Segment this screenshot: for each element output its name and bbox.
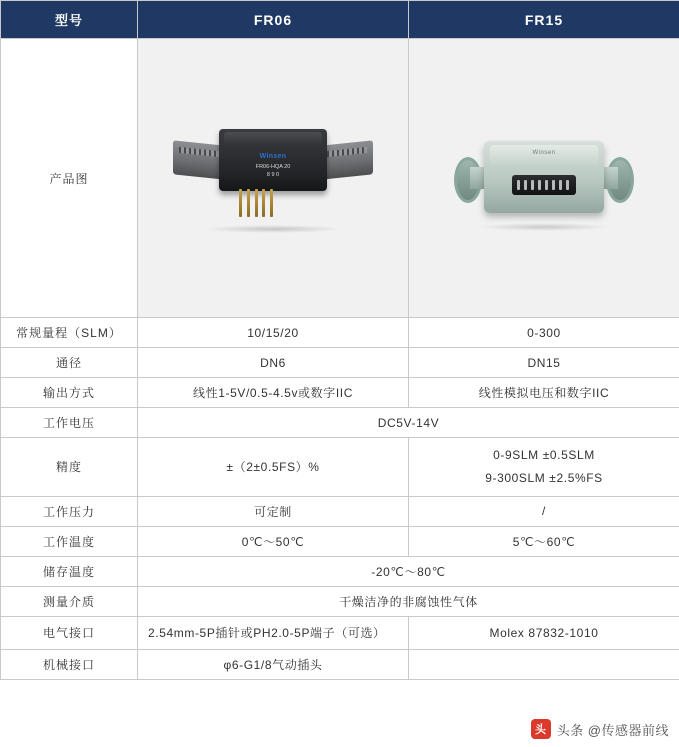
photo-wrap-fr15 [409,39,679,317]
fr06-pin [262,189,265,217]
value-electrical-interface-fr06: 2.54mm-5P插针或PH2.0-5P端子（可选） [138,616,409,649]
fr15-connector-pin [517,180,520,190]
value-pressure-fr15: / [409,496,679,526]
row-label-product-image: 产品图 [1,39,138,318]
fr15-connector [512,175,576,195]
fr06-pin [247,189,250,217]
fr06-model-print [219,163,327,180]
row-label-mechanical-interface: 机械接口 [1,649,138,679]
fr06-brand-name: Winsen [259,153,287,160]
value-storage-temp-both: -20℃～80℃ [138,556,679,586]
value-range-fr06: 10/15/20 [138,318,409,348]
watermark [531,719,669,739]
value-operating-temp-fr15: 5℃～60℃ [409,526,679,556]
value-operating-temp-fr06: 0℃～50℃ [138,526,409,556]
fr15-connector-pin [566,180,569,190]
fr06-pin [270,189,273,217]
value-output-fr15: 线性模拟电压和数字IIC [409,378,679,408]
fr15-connector-pin [538,180,541,190]
photo-wrap-fr06 [138,39,408,317]
fr06-model-sub: 8 9 0 [266,172,280,179]
value-output-fr06: 线性1-5V/0.5-4.5v或数字IIC [138,378,409,408]
row-label-output: 输出方式 [1,378,138,408]
fr15-connector-pin [559,180,562,190]
table-row-medium [1,586,679,616]
fr15-shadow [478,223,610,231]
value-diameter-fr06: DN6 [138,348,409,378]
row-label-storage-temp: 储存温度 [1,556,138,586]
header-fr06: FR06 [138,1,409,39]
fr15-connector-pin [545,180,548,190]
fr15-lid [490,145,598,167]
table-row-accuracy [1,438,679,497]
toutiao-logo-icon: 头 [531,719,551,739]
fr06-device-illustration [173,123,373,233]
value-range-fr15: 0-300 [409,318,679,348]
fr06-brand [219,153,327,160]
header-fr15: FR15 [409,1,679,39]
watermark-text: 头条 @传感器前线 [556,722,669,738]
fr15-body [484,141,604,213]
table-body [1,39,679,680]
product-photo-fr15 [409,39,679,318]
value-accuracy-fr15-line1: 0-9SLM ±0.5SLM [493,448,595,462]
table-row-pressure [1,496,679,526]
header-row [1,1,679,39]
fr15-connector-pin [552,180,555,190]
header-model-label: 型号 [1,1,138,39]
row-label-voltage: 工作电压 [1,408,138,438]
fr15-brand-name: Winsen [532,150,556,156]
row-label-operating-temp: 工作温度 [1,526,138,556]
table-row-output [1,378,679,408]
value-accuracy-fr15 [409,438,679,497]
table-row-operating-temp [1,526,679,556]
fr15-connector-pin [531,180,534,190]
fr06-body-top [224,132,322,146]
fr06-model-text: FR06-HQA 20 [255,164,291,170]
value-mechanical-interface-fr15 [409,649,679,679]
fr06-right-flange [321,140,373,179]
value-accuracy-fr15-line2: 9-300SLM ±2.5%FS [485,470,603,485]
table-row-storage-temp [1,556,679,586]
fr06-pin-header [239,189,273,217]
table-header [1,1,679,39]
product-photo-fr06 [138,39,409,318]
value-voltage-both: DC5V-14V [138,408,679,438]
fr06-pin [239,189,242,217]
row-label-pressure: 工作压力 [1,496,138,526]
row-label-medium: 测量介质 [1,586,138,616]
value-accuracy-fr06: ±（2±0.5FS）% [138,438,409,497]
table-row-electrical-interface [1,616,679,649]
value-mechanical-interface-fr06: φ6-G1/8气动插头 [138,649,409,679]
row-label-range: 常规量程（SLM） [1,318,138,348]
fr06-left-flange [173,140,225,179]
table-row-product-image [1,39,679,318]
row-label-electrical-interface: 电气接口 [1,616,138,649]
value-diameter-fr15: DN15 [409,348,679,378]
fr15-device-illustration [454,123,634,233]
table-row-mechanical-interface [1,649,679,679]
fr06-shadow [203,225,343,233]
value-medium-both: 干燥洁净的非腐蚀性气体 [138,586,679,616]
fr06-pin [255,189,258,217]
fr06-body [219,129,327,191]
table-row-range [1,318,679,348]
value-electrical-interface-fr15: Molex 87832-1010 [409,616,679,649]
fr15-connector-pin [524,180,527,190]
table-row-voltage [1,408,679,438]
row-label-accuracy: 精度 [1,438,138,497]
row-label-diameter: 通径 [1,348,138,378]
table-row-diameter [1,348,679,378]
value-pressure-fr06: 可定制 [138,496,409,526]
